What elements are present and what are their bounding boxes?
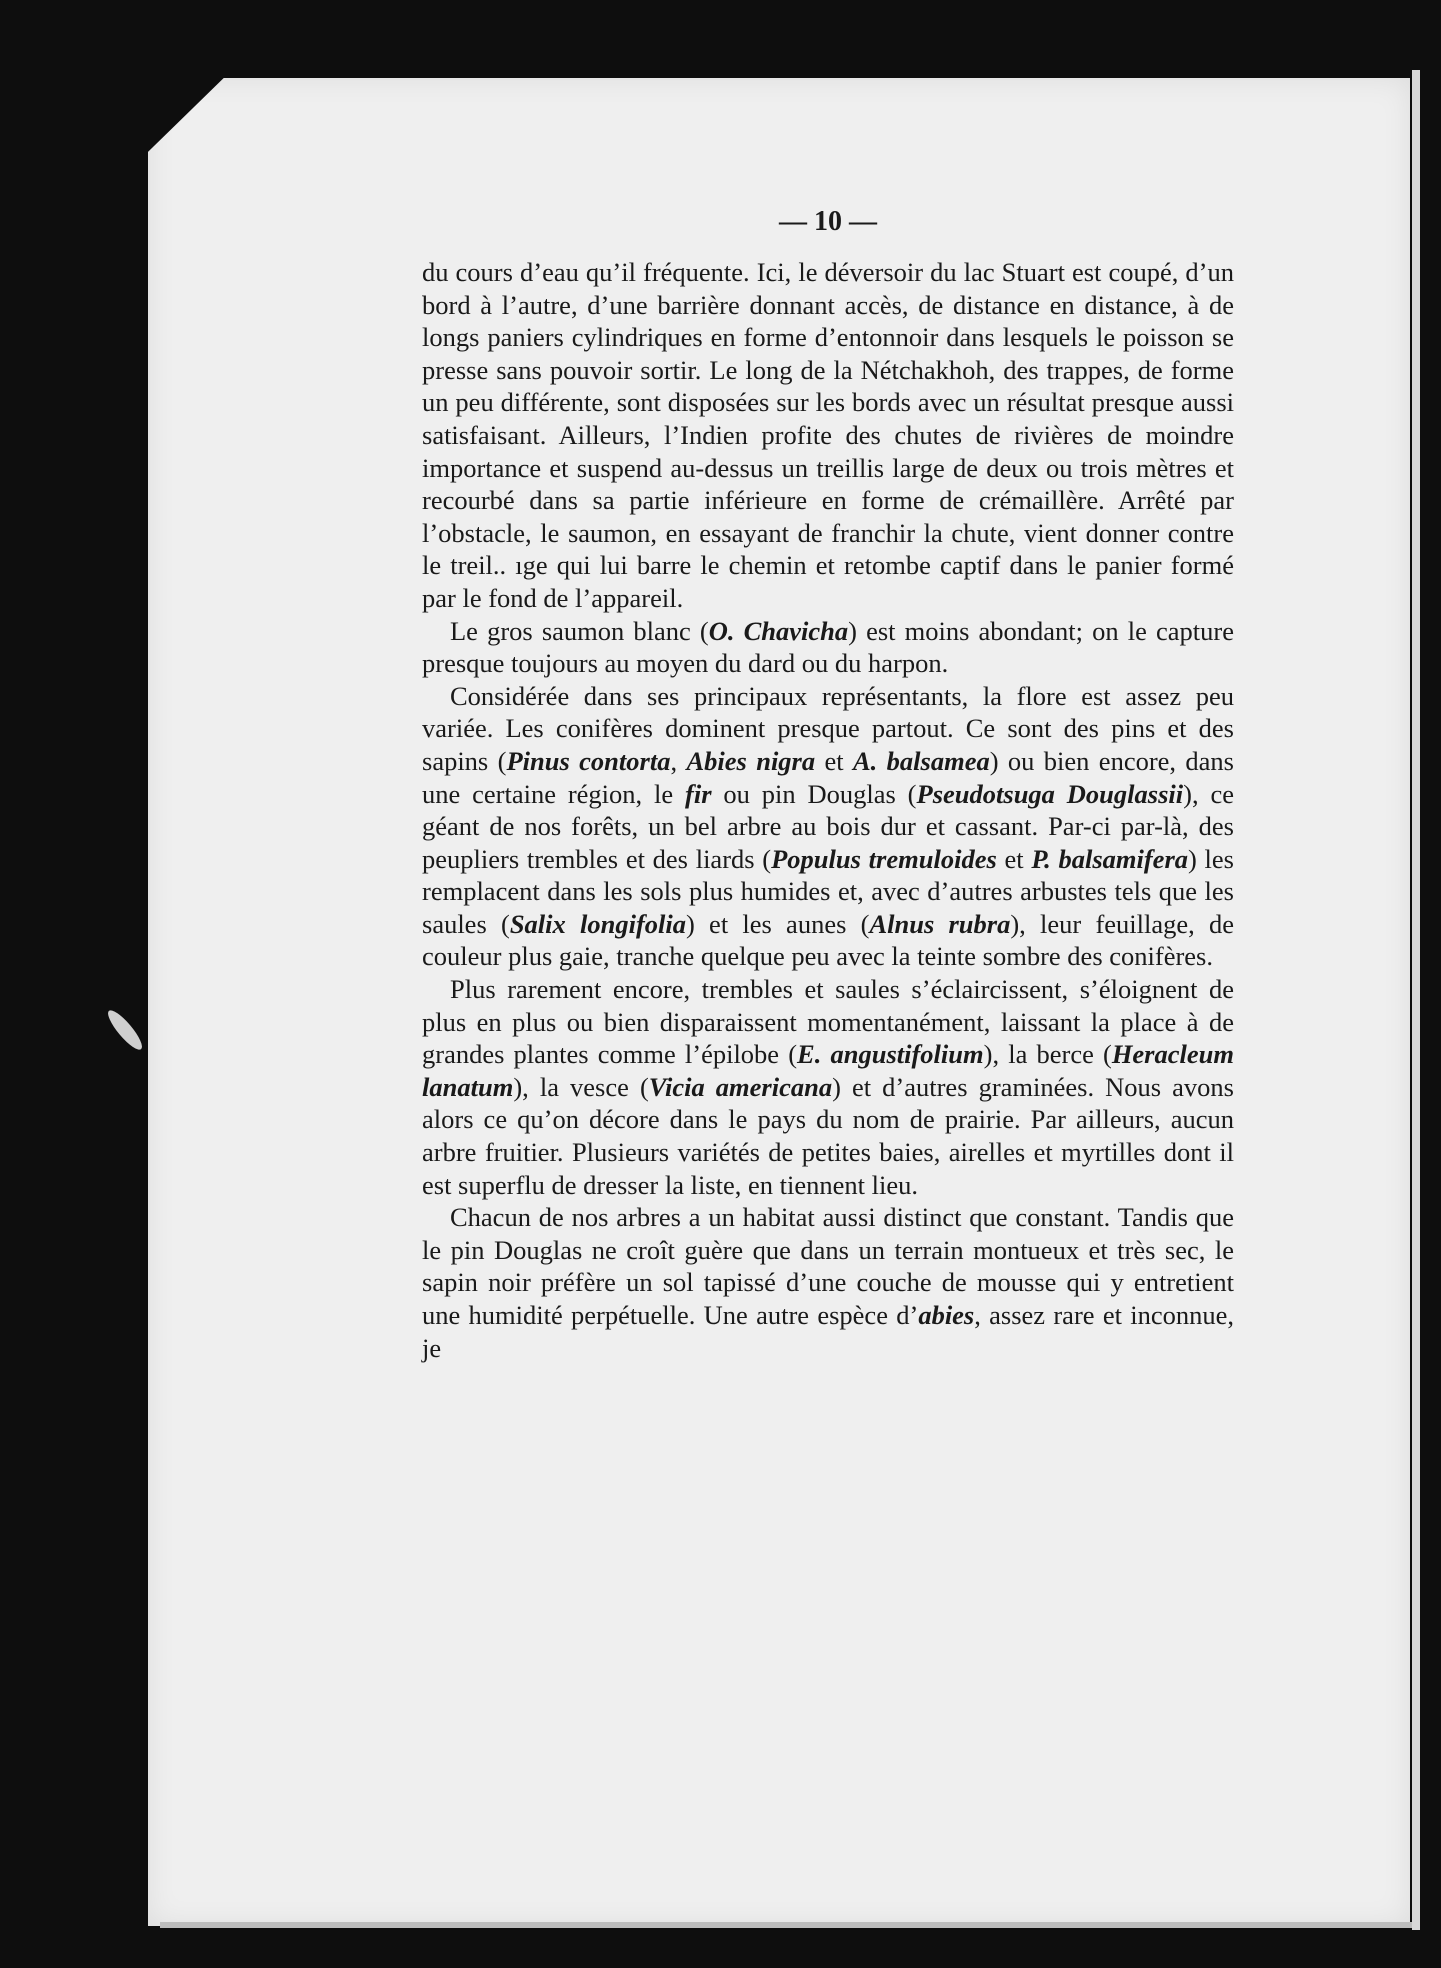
text-run: Considérée dans ses principaux représentants, la flore est assez peu variée. Les conifères dominent presque partout. Ce sont des pins et des sapins ( — [422, 680, 1234, 776]
paragraph — [422, 973, 1234, 1201]
italic-name: Abies nigra — [686, 745, 816, 776]
text-run: ), leur feuillage, de couleur plus gaie, tranche quelque peu avec la teinte sombre des conifères. — [422, 908, 1234, 972]
italic-name: Vicia americana — [648, 1071, 833, 1102]
text-run: Chacun de nos arbres a un habitat aussi distinct que constant. Tandis que le pin Douglas ne croît guère que dans un terrain montueux et très sec, le sapin noir préfère un sol tapissé d’une couche de mousse qui y entretient une humidité perpétuelle. Une autre espèce d’ — [422, 1202, 1234, 1330]
paragraph — [422, 680, 1234, 973]
text-run: Plus rarement encore, trembles et saules s’éclaircissent, s’éloignent de plus en plus ou bien disparaissent momentanément, laissant la place à de grandes plantes comme l’épilobe ( — [422, 974, 1234, 1070]
italic-name: Heracleum lanatum — [422, 1039, 1234, 1102]
text-run: ou pin Douglas ( — [711, 778, 917, 809]
text-run: ) les remplacent dans les sols plus humides et, avec d’autres arbustes tels que les saules ( — [422, 843, 1234, 939]
italic-name: E. angustifolium — [797, 1039, 984, 1070]
paragraph — [422, 1201, 1234, 1364]
italic-name: abies — [918, 1300, 975, 1330]
text-run: du cours d’eau qu’il fréquente. Ici, le déversoir du lac Stuart est coupé, d’un bord à l’autre, d’une barrière donnant accès, de distance en distance, à de longs paniers cylindriques en forme d’entonnoir dans lesquels le poisson se presse sans pouvoir sortir. Le long de la Nétchakhoh, des trappes, de forme un peu différente, sont disposées sur les bords avec un résultat presque aussi satisfaisant. Ailleurs, l’Indien profite des chutes de rivières de moindre importance et suspend au-dessus un treillis large de deux ou trois mètres et recourbé dans sa partie inférieure en forme de crémaillère. Arrêté par l’obstacle, le saumon, en essayant de franchir la chute, vient donner contre le treil.. ıge qui lui barre le chemin et retombe captif dans le panier formé par le fond de l’appareil. — [422, 257, 1234, 613]
text-run: ), ce géant de nos forêts, un bel arbre au bois dur et cassant. Par-ci par-là, des peupliers trembles et des liards ( — [422, 778, 1234, 874]
text-run: , — [670, 745, 687, 776]
body-text — [422, 256, 1234, 1364]
scan-artifact — [104, 1006, 147, 1053]
page-edge-right — [1412, 70, 1420, 1930]
italic-name: Populus tremuloides — [771, 843, 997, 874]
italic-name: Pseudotsuga Douglassii — [916, 778, 1184, 809]
italic-name: O. Chavicha — [708, 615, 849, 646]
paragraph — [422, 256, 1234, 615]
text-run: Le gros saumon blanc ( — [450, 615, 709, 646]
italic-name: Alnus rubra — [869, 908, 1011, 939]
italic-name: Pinus contorta — [506, 745, 671, 776]
text-run: et — [815, 745, 853, 776]
text-run: et — [996, 843, 1032, 874]
italic-name: Salix longifolia — [509, 908, 687, 939]
text-run: ) est moins abondant; on le capture presque toujours au moyen du dard ou du harpon. — [422, 615, 1234, 679]
text-run: ) ou bien encore, dans une certaine région, le — [422, 745, 1234, 809]
italic-name: A. balsamea — [853, 745, 990, 776]
italic-name: P. balsamifera — [1031, 843, 1189, 874]
text-run: ), la vesce ( — [513, 1071, 649, 1102]
text-run: ), la berce ( — [983, 1039, 1112, 1070]
text-run: , assez rare et inconnue, je — [422, 1300, 1234, 1363]
paragraph — [422, 615, 1234, 680]
page-number: — 10 — — [779, 206, 877, 237]
text-run: ) et d’autres graminées. Nous avons alors ce qu’on décore dans le pays du nom de prairie. Par ailleurs, aucun arbre fruitier. Plusieurs variétés de petites baies, airelles et myrtilles dont il est superflu de dresser la liste, en tiennent lieu. — [422, 1071, 1234, 1200]
italic-name: fir — [685, 778, 712, 809]
text-run: ) et les aunes ( — [686, 908, 870, 939]
page-edge-bottom — [160, 1922, 1412, 1928]
